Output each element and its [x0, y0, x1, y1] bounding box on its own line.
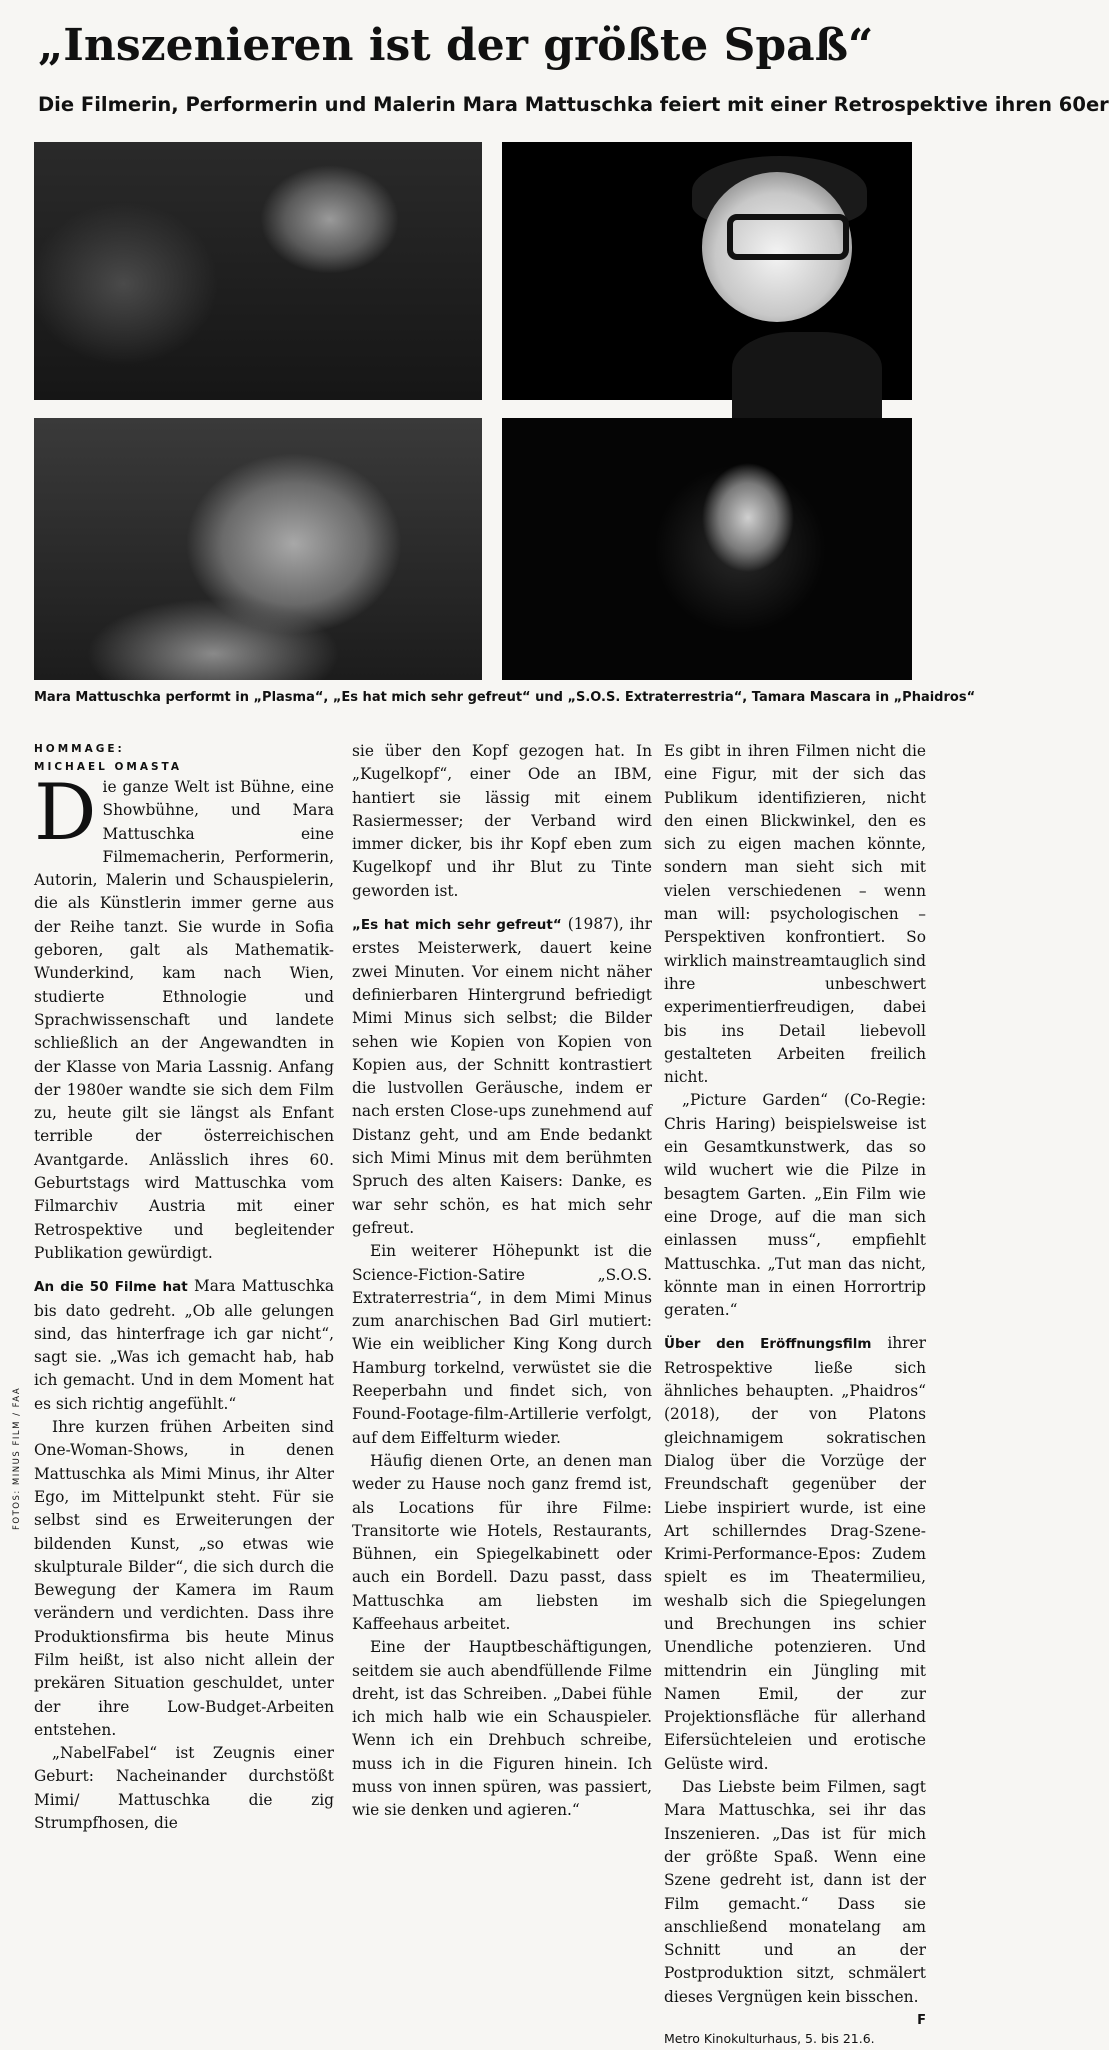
paragraph-lead: „Es hat mich sehr gefreut“ [352, 917, 562, 934]
paragraph: Häufig dienen Orte, an denen man weder zu Hause noch ganz fremd ist, als Locations für ihre Filme: Transitorte wie Hotels, Restaurants, Bühnen, ein Spiegelkabinett oder auch ein Bordell. Dazu passt, dass Mattuschka am liebsten im Kaffeehaus arbeitet. [352, 1451, 652, 1633]
paragraph-lead: Über den Eröffnungsfilm [664, 1336, 872, 1353]
paragraph: Über den Eröffnungsfilm ihrer Retrospektive ließe sich ähnliches behaupten. „Phaidros“ (2018), der von Platons gleichnamigem sokratischen Dialog über die Vorzüge der Freundschaft gegenüber der Liebe inspiriert wurde, ist eine Art schillerndes Drag-Szene-Krimi-Performance-Epos: Zudem spielt es im Theatermilieu, weshalb sich die Spiegelungen und Brechungen ins schier Unendliche potenzieren. Und mittendrin ein Jüngling mit Namen Emil, der zur Projektionsfläche für allerhand Eifersüchteleien und erotische Gelüste wird. [664, 1334, 926, 1773]
end-mark: F [917, 2013, 926, 2029]
paragraph: Das Liebste beim Filmen, sagt Mara Mattuschka, sei ihr das Inszenieren. „Das ist für mich der größte Spaß. Wenn eine Szene gedreht ist, dann ist der Film gemacht.“ Dass sie anschließend monatelang am Schnitt und an der Postproduktion sitzt, schmälert dieses Vergnügen kein bisschen. F [664, 1776, 926, 2009]
paragraph-lead: An die 50 Filme hat [34, 1279, 188, 1296]
article-column-1 [34, 740, 334, 1835]
photo-es-hat-mich-sehr-gefreut [502, 142, 912, 400]
drop-cap: D [34, 768, 97, 858]
article-column-3 [664, 740, 926, 2050]
paragraph: „NabelFabel“ ist Zeugnis einer Geburt: Nacheinander durchstößt Mimi/ Mattuschka die zig Strumpfhosen, die [34, 1744, 334, 1833]
author-byline: MICHAEL OMASTA [34, 761, 183, 773]
paragraph: Ihre kurzen frühen Arbeiten sind One-Woman-Shows, in denen Mattuschka als Mimi Minus, ihr Alter Ego, im Mittelpunkt steht. Für sie selbst sind es Erweiterungen der bildenden Kunst, „so etwas wie skulpturale Bilder“, die sich durch die Bewegung der Kamera im Raum verändern und verdichten. Dass ihre Produktionsfirma bis heute Minus Film heißt, ist also nicht allein der prekären Situation geschuldet, unter der ihre Low-Budget-Arbeiten entstehen. [34, 1418, 334, 1739]
photo-credit: FOTOS: MINUS FILM / FAA [12, 1386, 22, 1530]
paragraph: Eine der Hauptbeschäftigungen, seitdem sie auch abendfüllende Filme dreht, ist das Schreiben. „Dabei fühle ich mich halb wie ein Schauspieler. Wenn ich ein Drehbuch schreibe, muss ich in die Figuren hinein. Ich muss von innen spüren, was passiert, wie sie denken und agieren.“ [352, 1638, 652, 1820]
photo-sos-extraterrestria [34, 418, 482, 680]
paragraph: Die ganze Welt ist Bühne, eine Showbühne, und Mara Mattuschka eine Filmemacherin, Performerin, Autorin, Malerin und Schauspielerin, die als Künstlerin immer gerne aus der Reihe tanzt. Sie wurde in Sofia geboren, galt als Mathematik-Wunderkind, kam nach Wien, studierte Ethnologie und Sprachwissenschaft und landete schließlich an der Angewandten in der Klasse von Maria Lassnig. Anfang der 1980er wandte sie sich dem Film zu, heute gilt sie längst als Enfant terrible der österreichischen Avantgarde. Anlässlich ihres 60. Geburtstags wird Mattuschka vom Filmarchiv Austria mit einer Retrospektive und begleitender Publikation gewürdigt. [34, 768, 334, 1262]
paragraph: „Es hat mich sehr gefreut“ (1987), ihr erstes Meisterwerk, dauert keine zwei Minuten. Vor einem nicht näher definierbaren Hintergrund befriedigt Mimi Minus sich selbst; die Bilder sehen wie Kopien von Kopien von Kopien aus, der Schnitt kontrastiert die lustvollen Geräusche, indem er nach ersten Close-ups zunehmend auf Distanz geht, und am Ende bedankt sich Mimi Minus mit dem berühmten Spruch des alten Kaisers: Danke, es war sehr schön, es hat mich sehr gefreut. [352, 915, 652, 1237]
screening-info: Metro Kinokulturhaus, 5. bis 21.6. [664, 2031, 875, 2047]
photo-plasma [34, 142, 482, 400]
photo-phaidros [502, 418, 912, 680]
article-column-2 [352, 740, 652, 1823]
paragraph: sie über den Kopf gezogen hat. In „Kugelkopf“, einer Ode an IBM, hantiert sie lässig mit einem Rasiermesser; der Verband wird immer dicker, bis ihr Kopf eben zum Kugelkopf und ihr Blut zu Tinte geworden ist. [352, 742, 652, 900]
photo-caption: Mara Mattuschka performt in „Plasma“, „Es hat mich sehr gefreut“ und „S.O.S. Extraterrestria“, Tamara Mascara in „Phaidros“ [34, 690, 976, 705]
paragraph: An die 50 Filme hat Mara Mattuschka bis dato gedreht. „Ob alle gelungen sind, das hinterfrage ich gar nicht“, sagt sie. „Was ich gemacht hab, hab ich gemacht. Und in dem Moment hat es sich richtig angefühlt.“ [34, 1277, 334, 1413]
subheadline: Die Filmerin, Performerin und Malerin Mara Mattuschka feiert mit einer Retrospektive ihren 60er [38, 93, 1109, 116]
headline: „Inszenieren ist der größte Spaß“ [38, 20, 874, 71]
section-kicker: HOMMAGE: [34, 743, 125, 755]
paragraph: „Picture Garden“ (Co-Regie: Chris Haring) beispielsweise ist ein Gesamtkunstwerk, das so wild wuchert wie die Pilze in besagtem Garten. „Ein Film wie eine Droge, auf die man sich einlassen muss“, empfiehlt Mattuschka. „Tut man das nicht, könnte man in einen Horrortrip geraten.“ [664, 1091, 926, 1320]
paragraph: Es gibt in ihren Filmen nicht die eine Figur, mit der sich das Publikum identifizieren, nicht den einen Blickwinkel, den es sich zu eigen machen könnte, sondern man sieht sich mit vielen verschiedenen – wenn man will: psychologischen – Perspektiven konfrontiert. So wirklich mainstreamtauglich sind ihre unbeschwert experimentierfreudigen, dabei bis ins Detail liebevoll gestalteten Arbeiten freilich nicht. [664, 742, 926, 1087]
paragraph: Ein weiterer Höhepunkt ist die Science-Fiction-Satire „S.O.S. Extraterrestria“, in dem Mimi Minus zum anarchischen Bad Girl mutiert: Wie ein weiblicher King Kong durch Hamburg torkelnd, verwüstet sie die Reeperbahn und findet sich, von Found-Footage-film-Artillerie verfolgt, auf dem Eiffelturm wieder. [352, 1242, 652, 1447]
